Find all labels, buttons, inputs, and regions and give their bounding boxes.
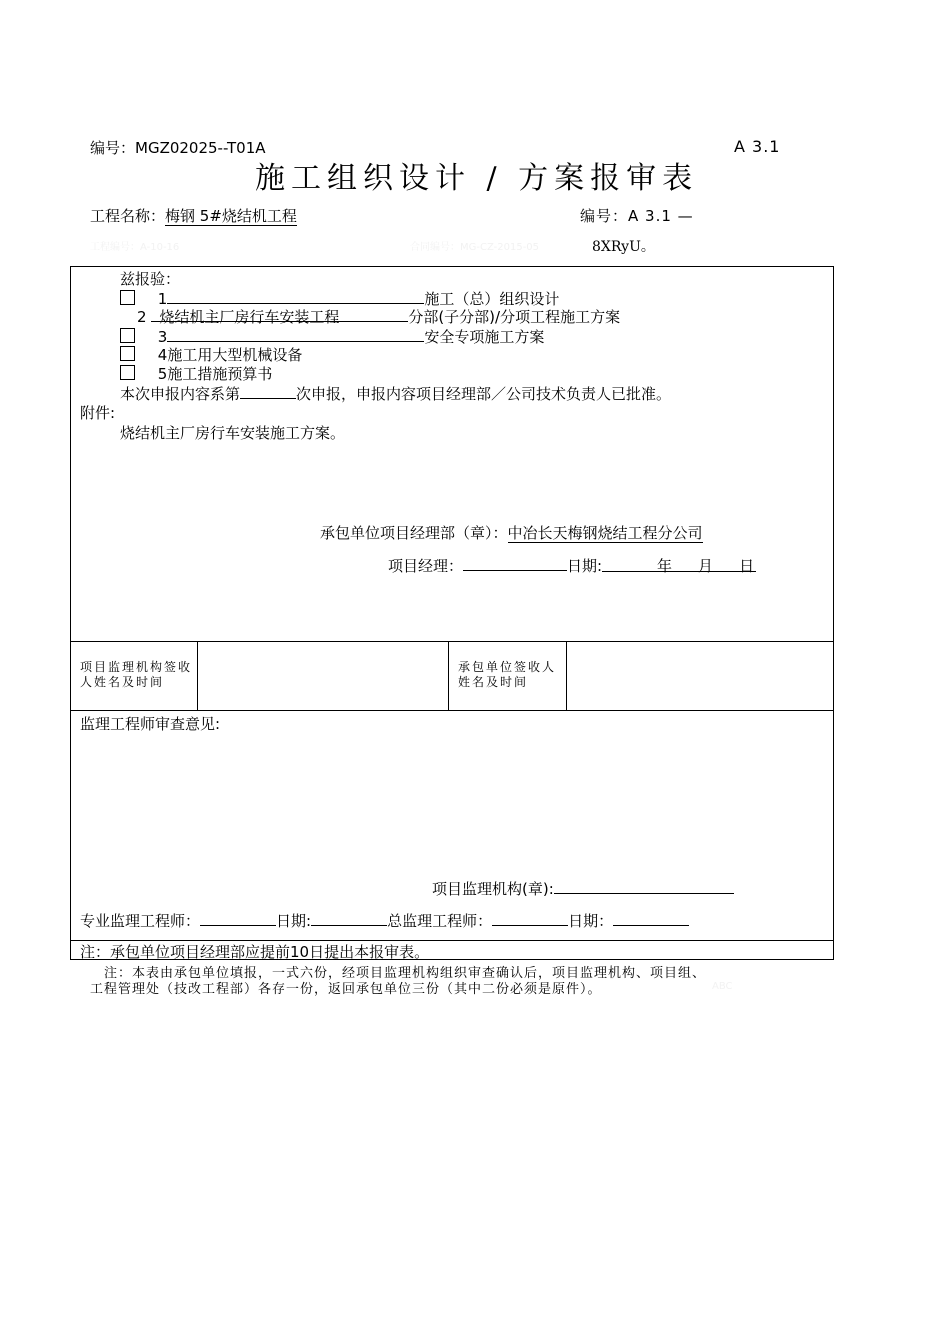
checkbox[interactable]: [120, 328, 135, 343]
specialist-date-field[interactable]: [311, 909, 387, 926]
checkbox[interactable]: [120, 346, 135, 361]
item-2: [137, 306, 620, 327]
faint-tail: ABC: [712, 981, 733, 992]
submission-statement: 本次申报内容系第 次申报，申报内容项目经理部／公司技术负责人已批准。: [120, 382, 671, 404]
item-fill[interactable]: [167, 287, 424, 304]
item-index: 1: [157, 290, 168, 308]
footnote-line-2: 工程管理处（技改工程部）各存一份，返回承包单位三份（其中二份必须是原件）。: [90, 982, 602, 997]
agency-stamp-field[interactable]: [554, 877, 734, 894]
form-code: 编号：MGZ02025--T01A: [90, 139, 266, 157]
attachment-label: 附件:: [80, 404, 116, 422]
note-row: 注：承包单位项目经理部应提前10日提出本报审表。: [80, 943, 430, 961]
contractor-receipt-field[interactable]: [568, 643, 832, 708]
divider: [70, 641, 834, 642]
contractor-label: 承包单位项目经理部（章）：: [320, 524, 508, 542]
manager-row: [388, 554, 756, 576]
form-number: A 3.1: [734, 137, 781, 156]
item-label: 分部(子分部)/分项工程施工方案: [408, 308, 621, 326]
item-fill[interactable]: [167, 325, 424, 342]
faint-project-code: 工程编号：A-10-16: [90, 242, 180, 253]
item-label: 施工用大型机械设备: [167, 346, 303, 364]
supervisor-receipt-label: 项目监理机构签收人姓名及时间: [80, 660, 193, 689]
chief-field[interactable]: [492, 909, 568, 926]
divider: [566, 641, 567, 710]
attachment-text: 烧结机主厂房行车安装施工方案。: [120, 424, 346, 442]
item-index: 2: [137, 308, 147, 326]
manager-label: 项目经理：: [388, 557, 464, 575]
review-opinion-field[interactable]: [80, 735, 820, 865]
number-value: A 3.1 —: [628, 207, 694, 225]
contractor-row: [320, 522, 703, 543]
item-label: 安全专项施工方案: [424, 328, 545, 346]
item-label: 施工措施预算书: [167, 365, 273, 383]
contractor-receipt-label: 承包单位签收人姓名及时间: [458, 660, 557, 689]
checkbox[interactable]: [120, 290, 135, 305]
submission-count-field[interactable]: [240, 382, 296, 399]
item-fill[interactable]: 烧结机主厂房行车安装工程: [151, 306, 408, 322]
date-field[interactable]: 年 月 日: [602, 555, 756, 572]
manager-field[interactable]: [463, 554, 567, 571]
checkbox[interactable]: [120, 365, 135, 380]
divider: [70, 710, 834, 711]
item-index: 3: [157, 328, 168, 346]
divider: [448, 641, 449, 710]
page-title: 施工组织设计 / 方案报审表: [255, 161, 699, 196]
stray-text: 8XRyU。: [592, 239, 655, 255]
signature-row: 专业监理工程师： 日期: 总监理工程师： 日期：: [80, 909, 689, 931]
divider: [197, 641, 198, 710]
review-opinion-label: 监理工程师审查意见:: [80, 715, 221, 733]
salutation: 兹报验：: [120, 270, 181, 288]
chief-date-field[interactable]: [613, 909, 689, 926]
project-name-row: [90, 205, 297, 226]
agency-stamp-row: 项目监理机构(章):: [432, 877, 734, 899]
item-index: 4: [157, 346, 168, 364]
project-name: 梅钢 5#烧结机工程: [165, 207, 297, 225]
item-index: 5: [157, 365, 168, 383]
item-5: [120, 363, 272, 384]
footnote-line-1: 注：本表由承包单位填报，一式六份，经项目监理机构组织审查确认后，项目监理机构、项目组、: [104, 966, 707, 981]
number-row: [580, 205, 694, 226]
number-label: 编号：: [580, 207, 629, 225]
specialist-field[interactable]: [200, 909, 276, 926]
date-label: 日期:: [567, 557, 603, 575]
supervisor-receipt-field[interactable]: [199, 643, 446, 708]
faint-contract-code: 合同编号：MG-CZ-2015-05: [410, 242, 540, 253]
contractor-name: 中冶长天梅钢烧结工程分公司: [507, 524, 703, 542]
item-label: 施工（总）组织设计: [424, 290, 560, 308]
project-name-label: 工程名称：: [90, 207, 166, 225]
item-4: [120, 344, 302, 365]
